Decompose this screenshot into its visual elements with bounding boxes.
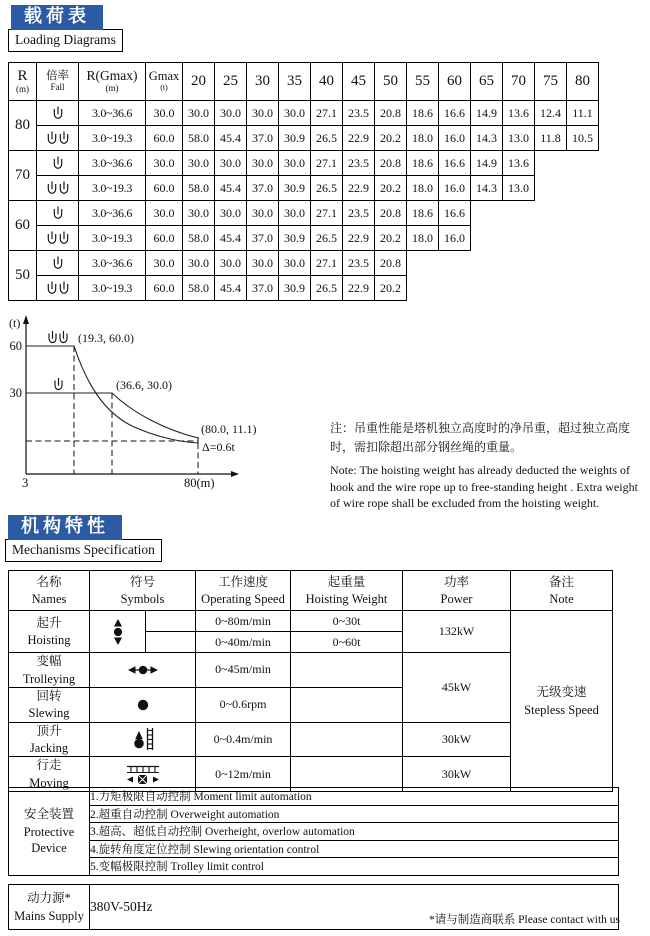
- load-value-cell: 30.9: [279, 176, 311, 201]
- single-fall-icon: [146, 611, 196, 632]
- radius-column-header: 65: [471, 63, 503, 101]
- rgmax-header-unit: (m): [105, 82, 119, 93]
- mech-note-cn: 无级变速: [536, 685, 587, 700]
- safety-label-cn: 安全装置: [23, 807, 74, 822]
- radius-cell: 50: [9, 251, 37, 301]
- moving-name-en: Moving: [29, 775, 69, 790]
- gmax-cell: 30.0: [146, 151, 183, 176]
- empty-cell: [503, 201, 535, 226]
- empty-cell: [471, 226, 503, 251]
- rgmax-range-cell: 3.0~36.6: [79, 151, 146, 176]
- weight-header-cn: 起重量: [327, 574, 366, 589]
- load-value-cell: 14.3: [471, 176, 503, 201]
- empty-cell: [535, 201, 567, 226]
- jacking-name-en: Jacking: [29, 741, 69, 755]
- trolley-slew-power: 45kW: [403, 653, 511, 723]
- mechanisms-table: [8, 570, 613, 792]
- jacking-speed: 0~0.4m/min: [196, 722, 291, 757]
- load-value-cell: 20.8: [375, 251, 407, 276]
- rgmax-range-cell: 3.0~19.3: [79, 226, 146, 251]
- empty-cell: [407, 251, 439, 276]
- col-header-speed: [196, 571, 291, 611]
- jacking-power: 30kW: [403, 722, 511, 757]
- radius-column-header: 80: [567, 63, 599, 101]
- load-value-cell: 27.1: [311, 101, 343, 126]
- single-fall-icon: [37, 101, 79, 126]
- load-value-cell: 26.5: [311, 276, 343, 301]
- mechanisms-section-header: [5, 515, 162, 562]
- slewing-name-cn: 回转: [36, 688, 62, 703]
- load-value-cell: 58.0: [183, 226, 215, 251]
- empty-cell: [471, 251, 503, 276]
- slewing-symbol-icon: [90, 687, 196, 722]
- gmax-cell: 60.0: [146, 276, 183, 301]
- col-header-symbols: [90, 571, 196, 611]
- single-fall-icon: [37, 251, 79, 276]
- load-value-cell: 37.0: [247, 126, 279, 151]
- load-value-cell: 23.5: [343, 101, 375, 126]
- loading-row: [9, 251, 599, 276]
- load-value-cell: 16.6: [439, 201, 471, 226]
- load-value-cell: 30.0: [215, 101, 247, 126]
- load-value-cell: 20.8: [375, 201, 407, 226]
- load-value-cell: 22.9: [343, 276, 375, 301]
- load-value-cell: 45.4: [215, 226, 247, 251]
- mech-name-trolleying: [9, 653, 90, 688]
- gmax-header-label: Gmax: [148, 69, 180, 84]
- radius-column-header: 25: [215, 63, 247, 101]
- empty-cell: [503, 276, 535, 301]
- names-header-cn: 名称: [36, 574, 62, 589]
- slewing-speed: 0~0.6rpm: [196, 687, 291, 722]
- double-fall-icon: [49, 331, 67, 343]
- empty-cell: [471, 276, 503, 301]
- load-value-cell: 26.5: [311, 226, 343, 251]
- load-value-cell: 16.0: [439, 176, 471, 201]
- load-value-cell: 23.5: [343, 151, 375, 176]
- single-fall-icon: [37, 151, 79, 176]
- tick-60: 60: [9, 339, 22, 353]
- gmax-cell: 30.0: [146, 251, 183, 276]
- load-value-cell: 12.4: [535, 101, 567, 126]
- mech-name-slewing: [9, 687, 90, 722]
- radius-column-header: 60: [439, 63, 471, 101]
- col-header-gmax: [146, 63, 183, 101]
- fall-header-en: Fall: [50, 81, 65, 92]
- load-value-cell: 13.6: [503, 151, 535, 176]
- safety-item: 1.力矩极限自动控制 Moment limit automation: [90, 788, 619, 806]
- mechanisms-title-en: Mechanisms Specification: [5, 539, 162, 562]
- loading-row: [9, 176, 599, 201]
- col-header-rgmax: [79, 63, 146, 101]
- fall-header-cn: 倍率: [46, 70, 69, 83]
- symbols-header-en: Symbols: [120, 592, 165, 607]
- empty-cell: [439, 251, 471, 276]
- mains-supply-label: [9, 885, 90, 930]
- gmax-cell: 30.0: [146, 101, 183, 126]
- load-value-cell: 30.0: [279, 151, 311, 176]
- radius-cell: 70: [9, 151, 37, 201]
- power-header-en: Power: [440, 592, 473, 607]
- rgmax-range-cell: 3.0~19.3: [79, 176, 146, 201]
- mech-note-en: Stepless Speed: [524, 702, 599, 717]
- load-value-cell: 22.9: [343, 126, 375, 151]
- y-axis-unit: (t): [9, 316, 21, 330]
- slewing-name-en: Slewing: [28, 706, 70, 721]
- empty-cell: [567, 201, 599, 226]
- rgmax-header-label: R(Gmax): [86, 68, 138, 84]
- load-value-cell: 18.6: [407, 101, 439, 126]
- moving-name-cn: 行走: [36, 758, 62, 773]
- load-value-cell: 16.0: [439, 226, 471, 251]
- load-value-cell: 30.0: [215, 251, 247, 276]
- empty-cell: [535, 251, 567, 276]
- gmax-cell: 60.0: [146, 126, 183, 151]
- load-value-cell: 58.0: [183, 176, 215, 201]
- load-value-cell: 18.6: [407, 151, 439, 176]
- col-header-names: [9, 571, 90, 611]
- load-value-cell: 30.0: [183, 251, 215, 276]
- load-value-cell: 18.0: [407, 176, 439, 201]
- trolleying-symbol-icon: [90, 653, 196, 688]
- load-value-cell: 30.0: [247, 151, 279, 176]
- empty-cell: [535, 176, 567, 201]
- hoisting-name-en: Hoisting: [27, 633, 71, 648]
- empty-cell: [567, 251, 599, 276]
- load-value-cell: 16.0: [439, 126, 471, 151]
- radius-column-header: 45: [343, 63, 375, 101]
- radius-header-unit: (m): [16, 83, 29, 94]
- load-value-cell: 23.5: [343, 201, 375, 226]
- empty-cell: [471, 201, 503, 226]
- safety-row: [9, 858, 619, 876]
- jacking-name-cn: 顶升: [36, 723, 62, 738]
- load-value-cell: 30.0: [183, 101, 215, 126]
- radius-column-header: 20: [183, 63, 215, 101]
- radius-column-header: 55: [407, 63, 439, 101]
- rgmax-range-cell: 3.0~36.6: [79, 251, 146, 276]
- gmax-cell: 30.0: [146, 201, 183, 226]
- trolleying-name-cn: 变幅: [36, 654, 62, 668]
- rgmax-range-cell: 3.0~19.3: [79, 126, 146, 151]
- load-value-cell: 14.9: [471, 151, 503, 176]
- load-value-cell: 30.0: [247, 251, 279, 276]
- empty-cell: [535, 151, 567, 176]
- safety-item: 2.超重自动控制 Overweight automation: [90, 805, 619, 823]
- safety-row: [9, 788, 619, 806]
- stepless-speed-note: [511, 611, 613, 792]
- jacking-weight-empty: [291, 722, 403, 757]
- empty-cell: [567, 176, 599, 201]
- single-fall-icon: [37, 201, 79, 226]
- hoisting-name-cn: 起升: [36, 615, 62, 630]
- load-value-cell: 23.5: [343, 251, 375, 276]
- hoisting-symbol-icon: [90, 611, 146, 653]
- note-header-en: Note: [549, 592, 574, 607]
- gmax-cell: 60.0: [146, 226, 183, 251]
- trolleying-name-en: Trolleying: [22, 671, 76, 686]
- load-value-cell: 58.0: [183, 126, 215, 151]
- trolleying-weight-empty: [291, 653, 403, 688]
- load-value-cell: 10.5: [567, 126, 599, 151]
- load-value-cell: 14.3: [471, 126, 503, 151]
- load-value-cell: 58.0: [183, 276, 215, 301]
- load-value-cell: 30.0: [183, 151, 215, 176]
- load-value-cell: 20.2: [375, 276, 407, 301]
- load-value-cell: 20.8: [375, 101, 407, 126]
- note-english: Note: The hoisting weight has already deducted the weights of hook and the wire rope up to free-standing height . Extra weight of wire rope shall be excluded from the hoisting weight.: [330, 463, 638, 510]
- rgmax-range-cell: 3.0~36.6: [79, 201, 146, 226]
- double-fall-icon: [146, 632, 196, 653]
- hoisting-speed-double: 0~40m/min: [196, 632, 291, 653]
- load-value-cell: 27.1: [311, 151, 343, 176]
- load-value-cell: 27.1: [311, 201, 343, 226]
- moving-speed: 0~12m/min: [196, 757, 291, 792]
- note-chinese: 注：吊重性能是塔机独立高度时的净吊重，超过独立高度时，需扣除超出部分钢丝绳的重量。: [330, 421, 631, 455]
- loading-row: [9, 126, 599, 151]
- double-fall-icon: [37, 176, 79, 201]
- hoisting-weight-double: 0~60t: [291, 632, 403, 653]
- load-value-cell: 45.4: [215, 276, 247, 301]
- loading-row: [9, 276, 599, 301]
- load-value-cell: 16.6: [439, 101, 471, 126]
- load-value-cell: 18.0: [407, 126, 439, 151]
- load-value-cell: 20.2: [375, 176, 407, 201]
- rgmax-range-cell: 3.0~36.6: [79, 101, 146, 126]
- col-header-power: [403, 571, 511, 611]
- empty-cell: [503, 251, 535, 276]
- load-value-cell: 37.0: [247, 226, 279, 251]
- load-value-cell: 11.1: [567, 101, 599, 126]
- x-axis-arrow-icon: [231, 471, 239, 477]
- load-value-cell: 13.0: [503, 176, 535, 201]
- load-value-cell: 30.0: [215, 151, 247, 176]
- load-value-cell: 30.9: [279, 226, 311, 251]
- load-value-cell: 22.9: [343, 226, 375, 251]
- load-value-cell: 30.9: [279, 126, 311, 151]
- mech-header-row: [9, 571, 613, 611]
- empty-cell: [567, 151, 599, 176]
- radius-column-header: 70: [503, 63, 535, 101]
- load-value-cell: 16.6: [439, 151, 471, 176]
- load-value-cell: 18.6: [407, 201, 439, 226]
- y-axis-arrow-icon: [23, 315, 29, 324]
- load-curve-chart: [8, 312, 330, 494]
- gmax-cell: 60.0: [146, 176, 183, 201]
- power-header-cn: 功率: [443, 574, 469, 589]
- annotation-point1: (19.3, 60.0): [78, 331, 134, 345]
- hoisting-weight-single: 0~30t: [291, 611, 403, 632]
- speed-header-cn: 工作速度: [217, 574, 268, 589]
- radius-header-label: R: [17, 68, 28, 85]
- safety-row: [9, 840, 619, 858]
- safety-row: [9, 805, 619, 823]
- col-header-note: [511, 571, 613, 611]
- protective-device-table: [8, 787, 619, 876]
- load-value-cell: 27.1: [311, 251, 343, 276]
- safety-label: [9, 788, 90, 876]
- jacking-symbol-icon: [90, 722, 196, 757]
- load-value-cell: 30.0: [279, 201, 311, 226]
- load-value-cell: 26.5: [311, 176, 343, 201]
- radius-column-header: 30: [247, 63, 279, 101]
- double-fall-icon: [37, 126, 79, 151]
- empty-cell: [503, 226, 535, 251]
- mech-name-hoisting: [9, 611, 90, 653]
- loading-table: [8, 62, 599, 301]
- weight-header-en: Hoisting Weight: [305, 592, 388, 607]
- col-header-radius: [9, 63, 37, 101]
- radius-cell: 60: [9, 201, 37, 251]
- tick-30: 30: [9, 386, 22, 400]
- load-value-cell: 30.0: [183, 201, 215, 226]
- mechanisms-title-cn: 机构特性: [8, 515, 122, 540]
- x-end-label: 80(m): [184, 476, 215, 490]
- load-value-cell: 30.0: [279, 251, 311, 276]
- mech-name-jacking: [9, 722, 90, 757]
- empty-cell: [567, 226, 599, 251]
- safety-label-en: Protective Device: [23, 824, 75, 855]
- mains-label-en: Mains Supply: [14, 908, 84, 923]
- load-value-cell: 13.6: [503, 101, 535, 126]
- radius-column-header: 75: [535, 63, 567, 101]
- load-value-cell: 30.0: [215, 201, 247, 226]
- double-fall-icon: [37, 226, 79, 251]
- safety-item: 3.超高、超低自动控制 Overheight, overlow automation: [90, 823, 619, 841]
- mains-supply-value: 380V-50Hz: [90, 885, 619, 930]
- loading-row: [9, 201, 599, 226]
- load-value-cell: 26.5: [311, 126, 343, 151]
- tick-origin: 3: [22, 476, 29, 490]
- load-value-cell: 37.0: [247, 176, 279, 201]
- load-value-cell: 11.8: [535, 126, 567, 151]
- load-value-cell: 13.0: [503, 126, 535, 151]
- col-header-fall: [37, 63, 79, 101]
- safety-item: 5.变幅极限控制 Trolley limit control: [90, 858, 619, 876]
- load-value-cell: 45.4: [215, 176, 247, 201]
- loading-row: [9, 151, 599, 176]
- trolleying-speed: 0~45m/min: [196, 653, 291, 688]
- moving-power: 30kW: [403, 757, 511, 792]
- load-value-cell: 30.9: [279, 276, 311, 301]
- annotation-point2: (36.6, 30.0): [116, 378, 172, 392]
- load-value-cell: 20.2: [375, 126, 407, 151]
- load-value-cell: 22.9: [343, 176, 375, 201]
- load-value-cell: 20.8: [375, 151, 407, 176]
- loading-header-row: [9, 63, 599, 101]
- speed-header-en: Operating Speed: [201, 592, 285, 607]
- loading-title-en: Loading Diagrams: [8, 29, 123, 52]
- note-header-cn: 备注: [548, 574, 574, 589]
- radius-cell: 80: [9, 101, 37, 151]
- hoisting-row-single: [9, 611, 613, 632]
- empty-cell: [535, 226, 567, 251]
- gmax-header-unit: (t): [160, 82, 168, 92]
- single-fall-icon: [55, 378, 62, 390]
- loading-row: [9, 101, 599, 126]
- load-value-cell: 30.0: [247, 101, 279, 126]
- load-value-cell: 30.0: [247, 201, 279, 226]
- empty-cell: [567, 276, 599, 301]
- load-value-cell: 18.0: [407, 226, 439, 251]
- loading-title-cn: 载荷表: [11, 5, 103, 30]
- slewing-weight-empty: [291, 687, 403, 722]
- safety-row: [9, 823, 619, 841]
- radius-column-header: 35: [279, 63, 311, 101]
- radius-column-header: 50: [375, 63, 407, 101]
- radius-column-header: 40: [311, 63, 343, 101]
- col-header-weight: [291, 571, 403, 611]
- empty-cell: [535, 276, 567, 301]
- loading-section-header: [8, 5, 123, 52]
- mains-label-cn: 动力源*: [27, 891, 71, 906]
- empty-cell: [439, 276, 471, 301]
- empty-cell: [407, 276, 439, 301]
- rgmax-range-cell: 3.0~19.3: [79, 276, 146, 301]
- double-fall-icon: [37, 276, 79, 301]
- load-value-cell: 20.2: [375, 226, 407, 251]
- load-value-cell: 37.0: [247, 276, 279, 301]
- names-header-en: Names: [31, 592, 67, 607]
- load-value-cell: 45.4: [215, 126, 247, 151]
- loading-row: [9, 226, 599, 251]
- symbols-header-cn: 符号: [129, 574, 155, 589]
- annotation-point3: (80.0, 11.1): [201, 422, 257, 436]
- hoisting-speed-single: 0~80m/min: [196, 611, 291, 632]
- safety-item: 4.旋转角度定位控制 Slewing orientation control: [90, 840, 619, 858]
- hoisting-power: 132kW: [403, 611, 511, 653]
- annotation-delta: Δ=0.6t: [202, 440, 235, 454]
- hoisting-weight-note: [330, 419, 648, 511]
- contact-footer: *请与制造商联系 Please contact with us: [428, 914, 620, 926]
- load-value-cell: 30.0: [279, 101, 311, 126]
- load-value-cell: 14.9: [471, 101, 503, 126]
